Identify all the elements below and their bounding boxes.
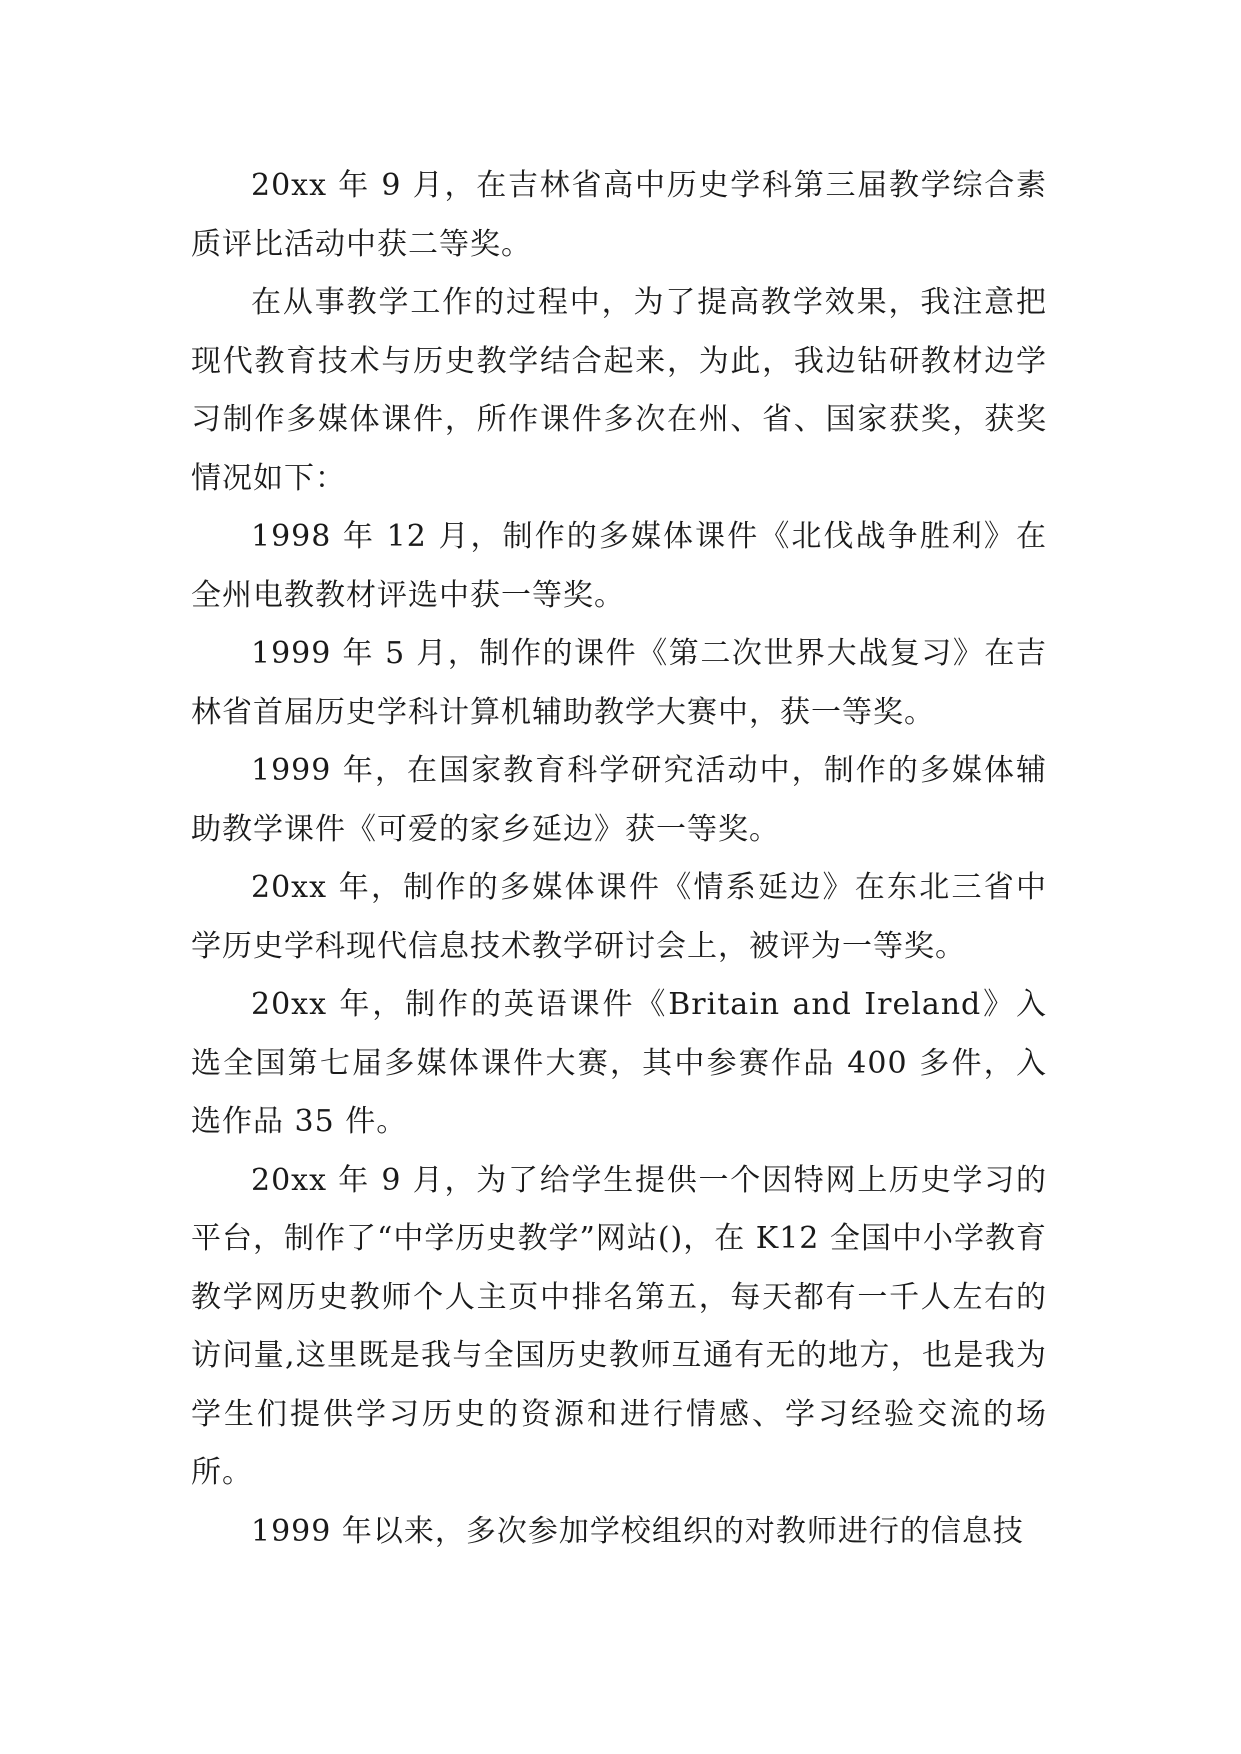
paragraph-1999-national-award: 1999 年，在国家教育科学研究活动中，制作的多媒体辅助教学课件《可爱的家乡延边》获一等奖。 [191, 753, 1047, 847]
paragraph-1998-award: 1998 年 12 月，制作的多媒体课件《北伐战争胜利》在全州电教教材评选中获一等奖。 [191, 519, 1047, 613]
paragraph-intro-multimedia: 在从事教学工作的过程中，为了提高教学效果，我注意把现代教育技术与历史教学结合起来，为此，我边钻研教材边学习制作多媒体课件，所作课件多次在州、省、国家获奖，获奖情况如下： [191, 285, 1047, 496]
paragraph-1999-may-award: 1999 年 5 月，制作的课件《第二次世界大战复习》在吉林省首届历史学科计算机辅助教学大赛中，获一等奖。 [191, 636, 1047, 730]
paragraph-20xx-english-courseware: 20xx 年，制作的英语课件《Britain and Ireland》入选全国第七届多媒体课件大赛，其中参赛作品 400 多件，入选作品 35 件。 [191, 987, 1047, 1139]
paragraph-1999-training: 1999 年以来，多次参加学校组织的对教师进行的信息技 [251, 1513, 1024, 1549]
paragraph-20xx-website: 20xx 年 9 月，为了给学生提供一个因特网上历史学习的平台，制作了“中学历史教学”网站()，在 K12 全国中小学教育教学网历史教师个人主页中排名第五，每天都有一千人左右的访问量,这里既是我与全国历史教师互通有无的地方，也是我为学生们提供学习历史的资源和进行情感、学习经验交流的场所。 [191, 1162, 1047, 1490]
paragraph-award-2nd-prize: 20xx 年 9 月，在吉林省高中历史学科第三届教学综合素质评比活动中获二等奖。 [191, 168, 1047, 262]
paragraph-20xx-yanbian-award: 20xx 年，制作的多媒体课件《情系延边》在东北三省中学历史学科现代信息技术教学研讨会上，被评为一等奖。 [191, 870, 1047, 964]
document-body [191, 157, 1047, 1561]
